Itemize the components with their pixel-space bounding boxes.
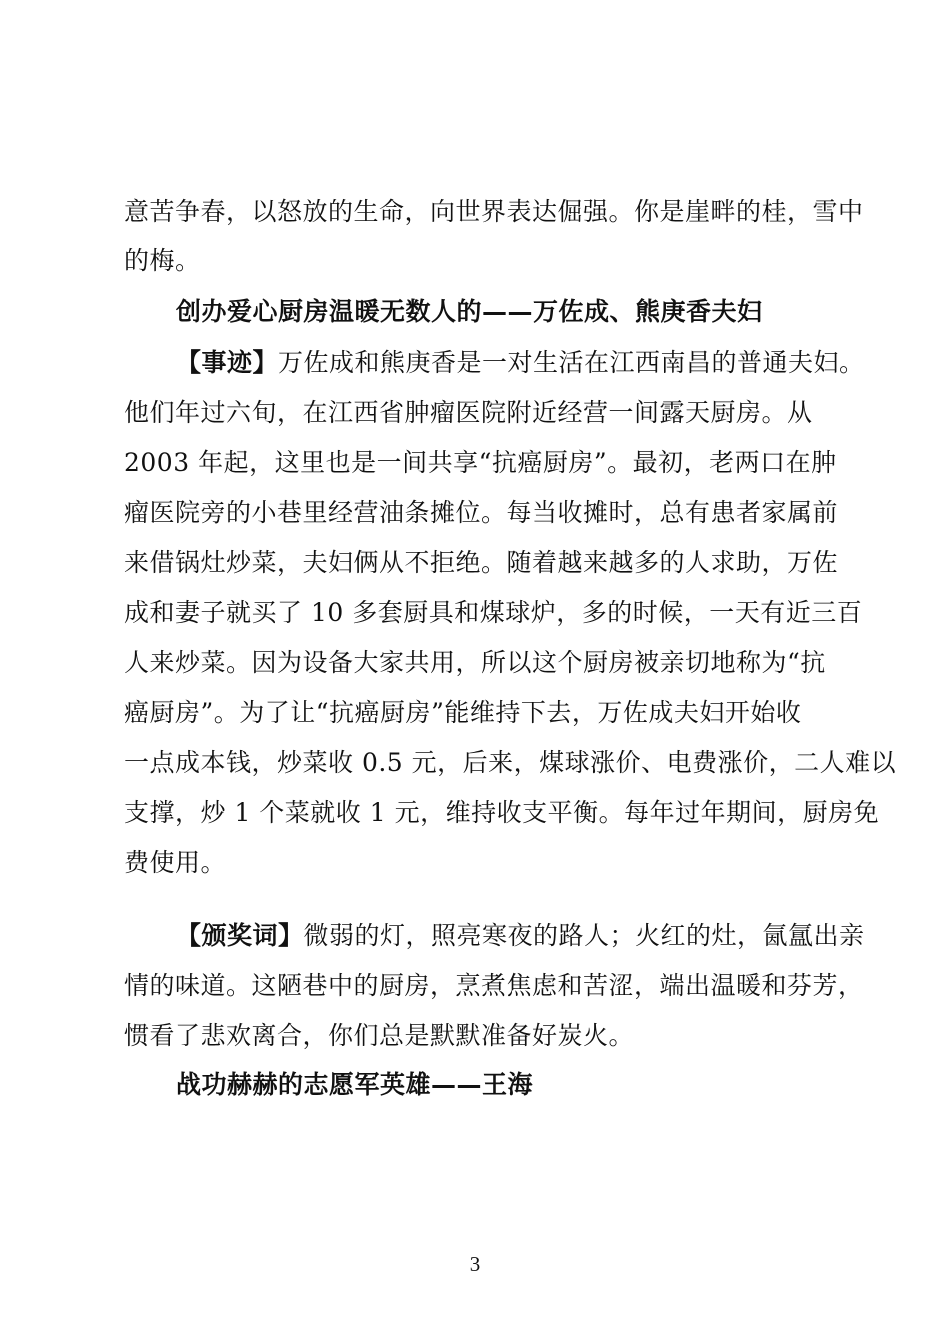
body-text-line: 他们年过六旬，在江西省肿瘤医院附近经营一间露天厨房。从 xyxy=(124,398,813,427)
body-text-line: 瘤医院旁的小巷里经营油条摊位。每当收摊时，总有患者家属前 xyxy=(124,498,839,527)
award-paragraph-first-line xyxy=(176,920,865,952)
page-number: 3 xyxy=(469,1252,481,1276)
deeds-text: 万佐成和熊庚香是一对生活在江西南昌的普通夫妇。 xyxy=(278,348,865,377)
body-text-line: 惯看了悲欢离合，你们总是默默准备好炭火。 xyxy=(124,1021,635,1050)
body-text-line: 情的味道。这陋巷中的厨房，烹煮焦虑和苦涩，端出温暖和芬芳， xyxy=(124,971,864,1000)
award-label: 【颁奖词】 xyxy=(176,921,304,950)
body-text-line: 来借锅灶炒菜，夫妇俩从不拒绝。随着越来越多的人求助，万佐 xyxy=(124,548,839,577)
deeds-paragraph-first-line xyxy=(176,347,865,379)
body-text-line: 支撑，炒 1 个菜就收 1 元，维持收支平衡。每年过年期间，厨房免 xyxy=(124,798,880,827)
award-text: 微弱的灯，照亮寒夜的路人；火红的灶，氤氲出亲 xyxy=(303,921,865,950)
body-text-line: 2003 年起，这里也是一间共享“抗癌厨房”。最初，老两口在肿 xyxy=(124,448,837,477)
body-text-line: 人来炒菜。因为设备大家共用，所以这个厨房被亲切地称为“抗 xyxy=(124,648,826,677)
deeds-label: 【事迹】 xyxy=(176,348,279,377)
section-title: 创办爱心厨房温暖无数人的——万佐成、熊庚香夫妇 xyxy=(176,297,763,326)
body-text-line: 癌厨房”。为了让“抗癌厨房”能维持下去，万佐成夫妇开始收 xyxy=(124,698,802,727)
section-title: 战功赫赫的志愿军英雄——王海 xyxy=(176,1070,534,1099)
body-text-line: 意苦争春，以怒放的生命，向世界表达倔强。你是崖畔的桂，雪中 xyxy=(124,197,864,226)
body-text-line: 一点成本钱，炒菜收 0.5 元，后来，煤球涨价、电费涨价，二人难以 xyxy=(124,748,897,777)
body-text-line: 成和妻子就买了 10 多套厨具和煤球炉，多的时候，一天有近三百 xyxy=(124,598,863,627)
body-text-line: 的梅。 xyxy=(124,246,201,275)
body-text-line: 费使用。 xyxy=(124,848,227,877)
